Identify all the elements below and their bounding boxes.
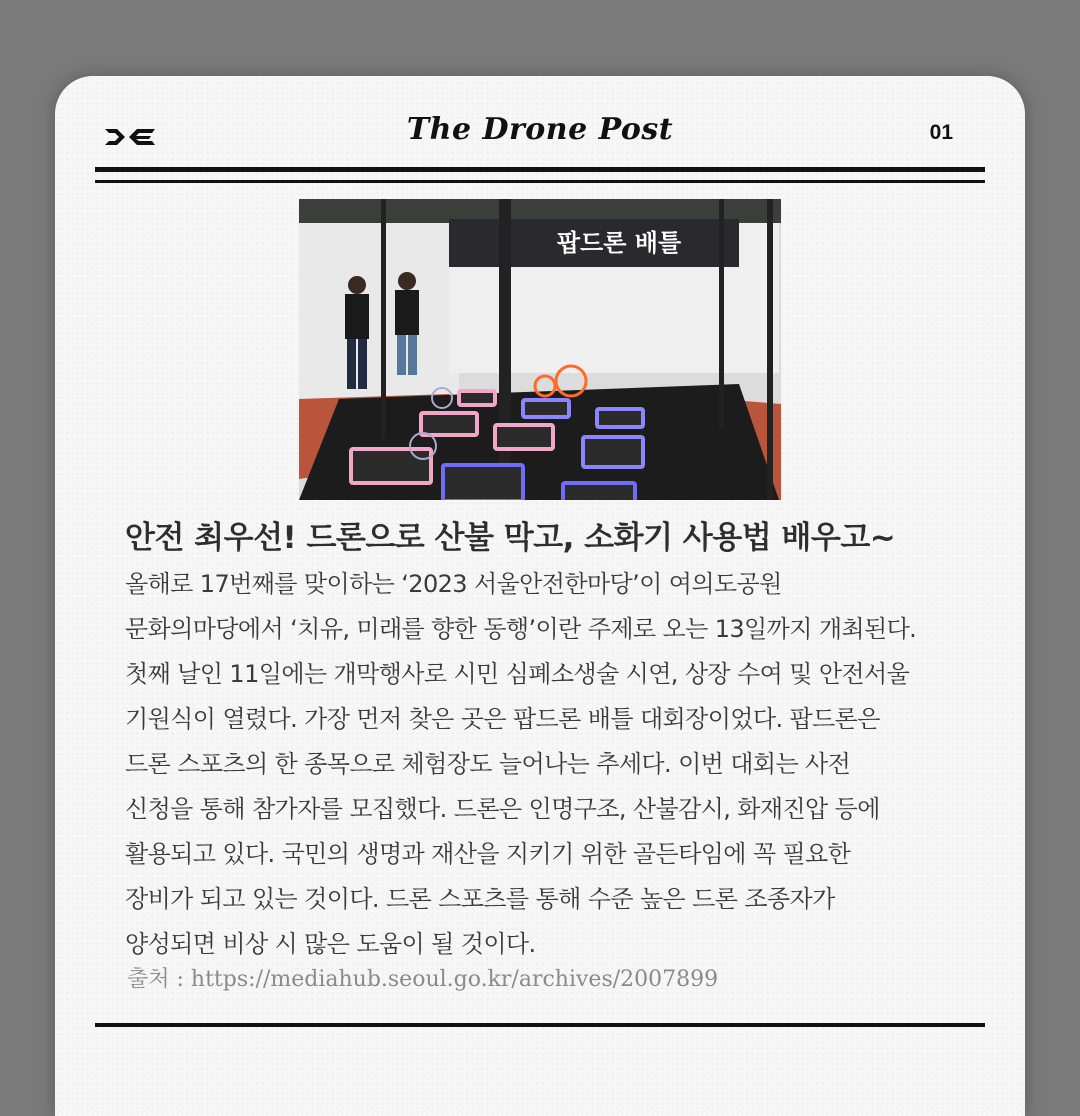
header-rule-thick (95, 167, 985, 172)
photo-banner-text: 팝드론 배틀 (556, 229, 682, 257)
body-line: 양성되면 비상 시 많은 도움이 될 것이다. (125, 930, 536, 958)
header-rule-thin (95, 180, 985, 183)
body-line: 활용되고 있다. 국민의 생명과 재산을 지키기 위한 골든타임에 꼭 필요한 (125, 840, 851, 868)
article-body (125, 562, 985, 967)
masthead-title: The Drone Post (406, 112, 674, 147)
page-number: 01 (929, 121, 953, 144)
body-line: 문화의마당에서 ‘치유, 미래를 향한 동행’이란 주제로 오는 13일까지 개최된다. (125, 615, 917, 643)
body-line: 드론 스포츠의 한 종목으로 체험장도 늘어나는 추세다. 이번 대회는 사전 (125, 750, 851, 778)
body-line: 첫째 날인 11일에는 개막행사로 시민 심폐소생술 시연, 상장 수여 및 안전서울 (125, 660, 910, 688)
body-line: 기원식이 열렸다. 가장 먼저 찾은 곳은 팝드론 배틀 대회장이었다. 팝드론은 (125, 705, 880, 733)
footer-rule (95, 1023, 985, 1027)
body-line: 올해로 17번째를 맞이하는 ‘2023 서울안전한마당’이 여의도공원 (125, 570, 782, 598)
article-card (55, 76, 1025, 1116)
source-link[interactable]: 출처 : https://mediahub.seoul.go.kr/archives/2007899 (127, 967, 719, 992)
article-photo (299, 199, 781, 500)
body-line: 신청을 통해 참가자를 모집했다. 드론은 인명구조, 산불감시, 화재진압 등에 (125, 795, 880, 823)
body-line: 장비가 되고 있는 것이다. 드론 스포츠를 통해 수준 높은 드론 조종자가 (125, 885, 835, 913)
article-headline: 안전 최우선! 드론으로 산불 막고, 소화기 사용법 배우고~ (125, 520, 896, 556)
